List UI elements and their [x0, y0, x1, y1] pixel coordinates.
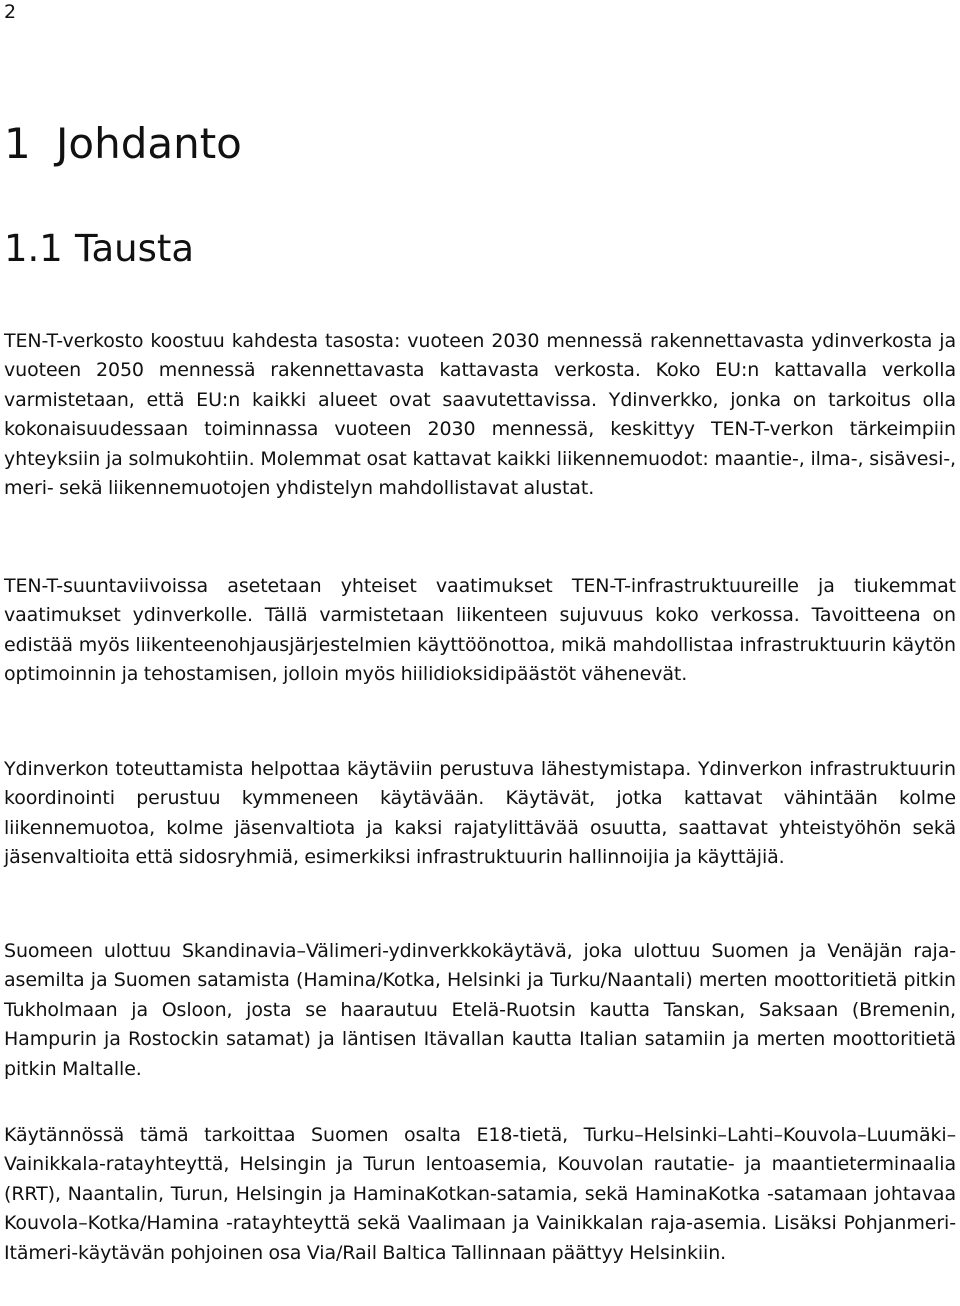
- chapter-number: 1: [4, 119, 31, 168]
- chapter-heading: [4, 118, 242, 170]
- chapter-title: Johdanto: [56, 119, 242, 168]
- paragraph-guidelines: TEN-T-suuntaviivoissa asetetaan yhteiset vaatimukset TEN-T-infrastruktuureille ja tiukemmat vaatimukset ydinverkolle. Tällä varmistetaan liikenteen sujuvuus koko verkossa. Tavoitteena on edistää myös liikenteenohjausjärjestelmien käyttöönottoa, mikä mahdollistaa infrastruktuurin käytön optimoinnin ja tehostamisen, jolloin myös hiilidioksidipäästöt vähenevät.: [4, 575, 956, 686]
- page-number: 2: [4, 1, 17, 23]
- section-heading: [4, 225, 194, 273]
- paragraph-corridors: Ydinverkon toteuttamista helpottaa käytäviin perustuva lähestymistapa. Ydinverkon infrastruktuurin koordinointi perustuu kymmeneen käytävään. Käytävät, jotka kattavat vähintään kolme liikennemuotoa, kolme jäsenvaltiota ja kaksi rajatylittävää osuutta, saattavat yhteistyöhön sekä jäsenvaltioita että sidosryhmiä, esimerkiksi infrastruktuurin hallinnoijia ja käyttäjiä.: [4, 758, 956, 869]
- section-title: Tausta: [75, 227, 195, 270]
- paragraph-ten-t-levels: TEN-T-verkosto koostuu kahdesta tasosta: vuoteen 2030 mennessä rakennettavasta ydinverkosta ja vuoteen 2050 mennessä rakennettavasta kattavasta verkosta. Koko EU:n kattavalla verkolla varmistetaan, että EU:n kaikki alueet ovat saavutettavissa. Ydinverkko, jonka on tarkoitus olla kokonaisuudessaan toiminnassa vuoteen 2030 mennessä, keskittyy TEN-T-verkon tärkeimpiin yhteyksiin ja solmukohtiin. Molemmat osat kattavat kaikki liikennemuodot: maantie-, ilma-, sisävesi-, meri- sekä liikennemuotojen yhdistelyn mahdollistavat alustat.: [4, 330, 956, 500]
- paragraph-scandinavia-mediterranean: Suomeen ulottuu Skandinavia–Välimeri-ydinverkkokäytävä, joka ulottuu Suomen ja Venäjän raja-asemilta ja Suomen satamista (Hamina/Kotka, Helsinki ja Turku/Naantali) merten moottoritietä pitkin Tukholmaan ja Osloon, josta se haarautuu Etelä-Ruotsin kautta Tanskan, Saksaan (Bremenin, Hampurin ja Rostockin satamat) ja läntisen Itävallan kautta Italian satamiin ja merten moottoritietä pitkin Maltalle.: [4, 940, 956, 1080]
- paragraph-finland-sections: Käytännössä tämä tarkoittaa Suomen osalta E18-tietä, Turku–Helsinki–Lahti–Kouvola–Luumäki–Vainikkala-ratayhteyttä, Helsingin ja Turun lentoasemia, Kouvolan rautatie- ja maantieterminaalia (RRT), Naantalin, Turun, Helsingin ja HaminaKotkan-satamia, sekä HaminaKotka -satamaan johtavaa Kouvola–Kotka/Hamina -ratayhteyttä sekä Vaalimaan ja Vainikkalan raja-asemia. Lisäksi Pohjanmeri-Itämeri-käytävän pohjoinen osa Via/Rail Baltica Tallinnaan päättyy Helsinkiin.: [4, 1124, 956, 1264]
- section-number: 1.1: [4, 227, 63, 270]
